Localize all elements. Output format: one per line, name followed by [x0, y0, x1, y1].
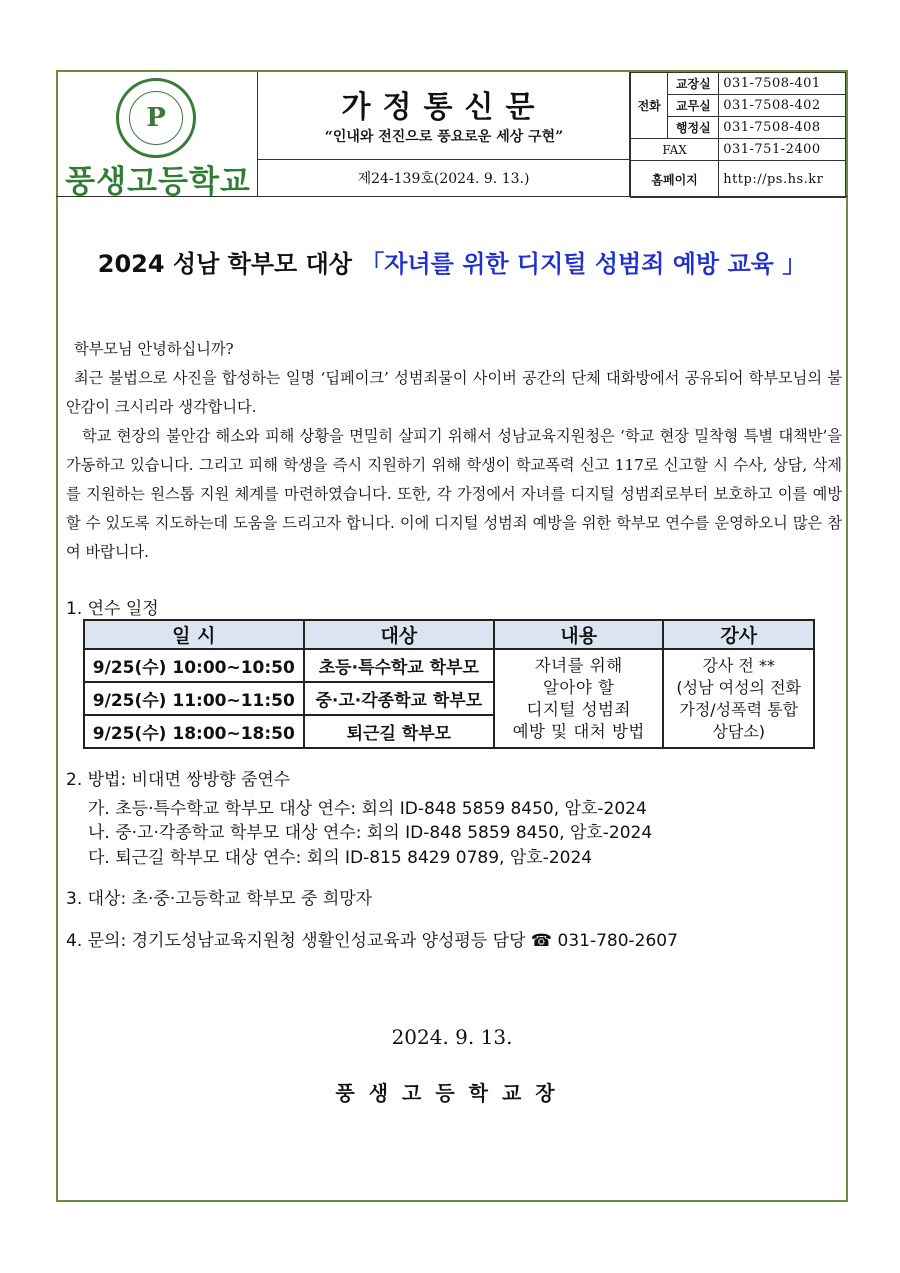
instructor-line: 상담소): [712, 721, 766, 741]
session-target: 초등·특수학교 학부모: [304, 649, 494, 682]
title-highlight: 「자녀를 위한 디지털 성범죄 예방 교육 」: [360, 250, 807, 278]
session-instructor: [663, 649, 814, 748]
paragraph-1: 최근 불법으로 사진을 합성하는 일명 ‘딥페이크’ 성범죄물이 사이버 공간의 단체 대화방에서 공유되어 학부모님의 불안감이 크시리라 생각합니다.: [66, 369, 842, 416]
column-header: 일 시: [84, 620, 304, 649]
letterhead: [58, 72, 846, 200]
schedule-table: [83, 619, 815, 749]
body-text: [66, 335, 842, 567]
homepage-label: 홈페이지: [631, 161, 719, 198]
zoom-item-b: 나. 중·고·각종학교 학부모 대상 연수: 회의 ID-848 5859 8450, 암호-2024: [88, 823, 653, 843]
instructor-line: 가정/성폭력 통합: [679, 699, 799, 719]
paragraph-2: 학교 현장의 불안감 해소와 피해 상황을 면밀히 살피기 위해서 성남교육지원청은 ‘학교 현장 밀착형 특별 대책반’을 가동하고 있습니다. 그리고 피해 학생을 즉시 지원하기 위해 학생이 학교폭력 신고 117로 신고할 시 수사, 상담, 삭제를 지원하는 원스톱 지원 체계를 마련하였습니다. 또한, 각 가정에서 자녀를 디지털 성범죄로부터 보호하고 이를 예방할 수 있도록 지도하는데 도움을 드리고자 합니다. 이에 디지털 성범죄 예방을 위한 학부모 연수를 운영하오니 많은 참여 바랍니다.: [66, 427, 842, 561]
page-title: [56, 244, 848, 279]
issue-number: [258, 160, 630, 196]
instructor-line: 강사 전 **: [702, 655, 775, 675]
session-time: 9/25(수) 18:00~18:50: [84, 715, 304, 748]
session-target: 퇴근길 학부모: [304, 715, 494, 748]
content-line: 자녀를 위해: [534, 655, 623, 675]
office-phone: 031-7508-401: [719, 73, 846, 95]
logo-area: [58, 72, 258, 200]
office-label: 행정실: [668, 117, 719, 139]
section-2-title: 2. 방법: 비대면 쌍방향 줌연수: [66, 770, 291, 790]
office-label: 교장실: [668, 73, 719, 95]
school-name-logo: 풍생고등학교: [65, 164, 251, 200]
section-1-title: 1. 연수 일정: [66, 599, 159, 619]
section-4-title: 4. 문의: 경기도성남교육지원청 생활인성교육과 양성평등 담당 ☎ 031-780-2607: [66, 931, 678, 951]
newsletter-title: 가정통신문: [341, 90, 547, 125]
zoom-item-a: 가. 초등·특수학교 학부모 대상 연수: 회의 ID-848 5859 8450, 암호-2024: [88, 799, 647, 819]
header-divider: [56, 196, 848, 197]
office-phone: 031-7508-402: [719, 95, 846, 117]
issue-number-text: 제24-139호(2024. 9. 13.): [357, 171, 530, 187]
session-target: 중·고·각종학교 학부모: [304, 682, 494, 715]
emblem-letter: P: [129, 91, 183, 145]
issue-date: 2024. 9. 13.: [391, 1025, 513, 1049]
instructor-line: (성남 여성의 전화: [676, 677, 802, 697]
content-line: 디지털 성범죄: [526, 699, 631, 719]
greeting: 학부모님 안녕하십니까?: [74, 340, 234, 358]
column-header: 강사: [663, 620, 814, 649]
zoom-item-c: 다. 퇴근길 학부모 대상 연수: 회의 ID-815 8429 0789, 암호-2024: [88, 848, 593, 868]
office-label: 교무실: [668, 95, 719, 117]
title-area: [258, 72, 630, 160]
section-3-title: 3. 대상: 초·중·고등학교 학부모 중 희망자: [66, 889, 373, 909]
session-content: [494, 649, 663, 748]
column-header: 내용: [494, 620, 663, 649]
fax-label: FAX: [631, 139, 719, 161]
contact-table: [630, 72, 846, 198]
fax-number: 031-751-2400: [719, 139, 846, 161]
title-prefix: 2024 성남 학부모 대상: [97, 250, 361, 278]
phone-label: 전화: [631, 73, 668, 139]
school-motto: “인내와 전진으로 풍요로운 세상 구현”: [324, 129, 564, 145]
session-time: 9/25(수) 10:00~10:50: [84, 649, 304, 682]
homepage-link[interactable]: http://ps.hs.kr: [719, 161, 846, 198]
school-emblem-icon: [116, 78, 196, 158]
session-time: 9/25(수) 11:00~11:50: [84, 682, 304, 715]
column-header: 대상: [304, 620, 494, 649]
office-phone: 031-7508-408: [719, 117, 846, 139]
principal-signature: 풍생고등학교장: [335, 1081, 569, 1105]
content-line: 예방 및 대처 방법: [512, 721, 645, 741]
content-line: 알아야 할: [542, 677, 615, 697]
